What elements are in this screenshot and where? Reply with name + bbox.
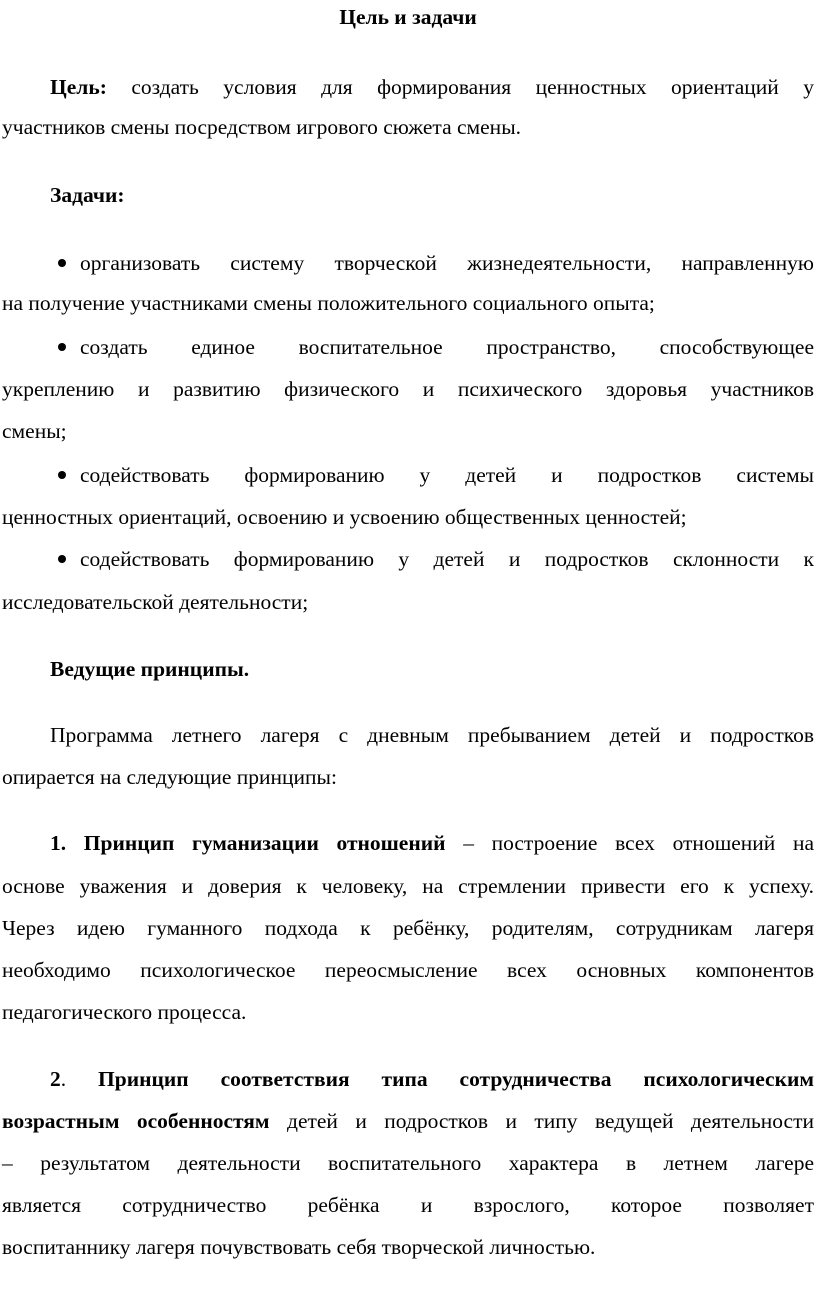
- principle-2-line-1: 2. Принцип соответствия типа сотрудничества психологическим: [50, 1067, 814, 1091]
- tasks-heading: Задачи:: [50, 183, 125, 207]
- principle-2-line-3: – результатом деятельности воспитательного характера в летнем лагере: [2, 1151, 814, 1175]
- document-title: Цель и задачи: [339, 5, 477, 29]
- bullet-icon: [58, 259, 66, 267]
- task-item-2-line-2: укреплению и развитию физического и психического здоровья участников: [2, 377, 814, 401]
- principles-intro-line-2: опирается на следующие принципы:: [2, 765, 337, 789]
- goal-label: Цель:: [50, 75, 107, 99]
- principle-1-line-4: необходимо психологическое переосмысление всех основных компонентов: [2, 958, 814, 982]
- principle-1-line-1: 1. Принцип гуманизации отношений – построение всех отношений на: [50, 831, 815, 855]
- principle-1-line-3: Через идею гуманного подхода к ребёнку, родителям, сотрудникам лагеря: [2, 916, 814, 940]
- task-item-4-line-1: содействовать формированию у детей и подростков склонности к: [58, 546, 814, 572]
- principle-2-line-4: является сотрудничество ребёнка и взрослого, которое позволяет: [2, 1193, 814, 1217]
- task-item-2-line-3: смены;: [2, 419, 67, 443]
- task-item-4-line-2: исследовательской деятельности;: [2, 590, 309, 614]
- bullet-icon: [58, 471, 66, 479]
- principle-2-title-cont: возрастным особенностям: [2, 1109, 270, 1133]
- task-item-1-line-1: организовать систему творческой жизнедеятельности, направленную: [58, 250, 814, 276]
- bullet-icon: [58, 343, 66, 351]
- task-item-3-line-2: ценностных ориентаций, освоению и усвоению общественных ценностей;: [2, 505, 687, 529]
- principle-1-line-5: педагогического процесса.: [2, 1000, 247, 1024]
- goal-line-1: [50, 74, 814, 100]
- principle-1-title: 1. Принцип гуманизации отношений: [50, 831, 446, 855]
- principles-intro-line-1: Программа летнего лагеря с дневным пребыванием детей и подростков: [50, 723, 814, 747]
- task-item-1-line-2: на получение участниками смены положительного социального опыта;: [2, 291, 655, 315]
- bullet-icon: [58, 555, 66, 563]
- task-item-3-line-1: содействовать формированию у детей и подростков системы: [58, 462, 814, 488]
- goal-text-1: создать условия для формирования ценностных ориентаций у: [131, 75, 815, 99]
- principles-heading: Ведущие принципы.: [50, 657, 250, 681]
- task-item-2-line-1: создать единое воспитательное пространство, способствующее: [58, 334, 814, 360]
- principle-2-title: Принцип соответствия типа сотрудничества психологическим: [98, 1067, 814, 1091]
- principle-2-line-2: возрастным особенностям детей и подростков и типу ведущей деятельности: [2, 1109, 815, 1133]
- principle-1-line-2: основе уважения и доверия к человеку, на стремлении привести его к успеху.: [2, 874, 814, 898]
- principle-2-number: 2: [50, 1067, 61, 1091]
- goal-line-2: участников смены посредством игрового сюжета смены.: [2, 115, 522, 139]
- principle-2-line-5: воспитаннику лагеря почувствовать себя творческой личностью.: [2, 1235, 596, 1259]
